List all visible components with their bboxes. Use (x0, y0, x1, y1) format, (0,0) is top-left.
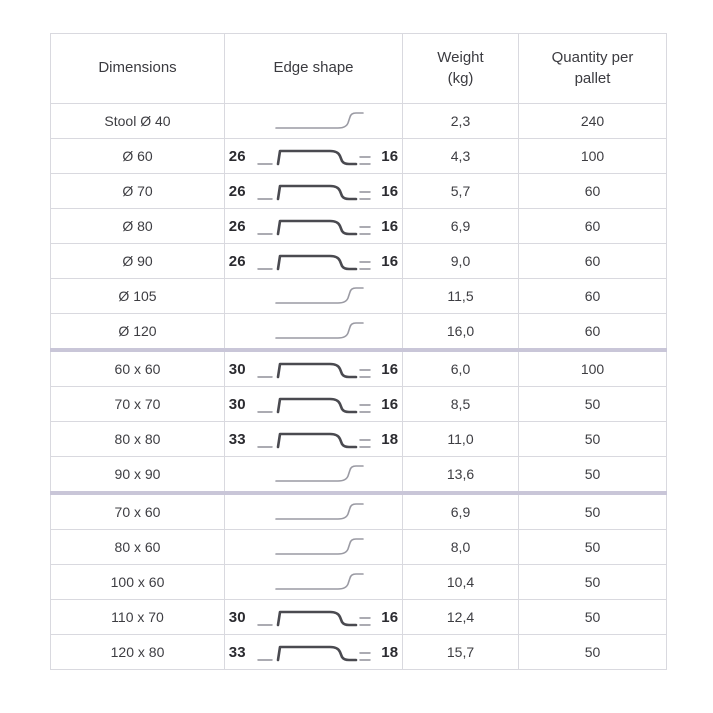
edge-left-dimension: 30 (228, 395, 246, 413)
edge-shape-diagram (225, 457, 402, 491)
edge-profile-icon (256, 178, 372, 204)
edge-profile-icon (264, 318, 364, 344)
cell-quantity: 50 (519, 635, 667, 670)
table-row (51, 104, 667, 139)
cell-quantity: 50 (519, 422, 667, 457)
edge-right-dimension: 18 (381, 430, 399, 448)
edge-left-dimension: 33 (228, 430, 246, 448)
table-row (51, 565, 667, 600)
cell-quantity: 60 (519, 244, 667, 279)
cell-dimensions: 110 x 70 (51, 600, 225, 635)
edge-shape-diagram (225, 209, 402, 243)
column-header-dimensions-label: Dimensions (98, 59, 177, 77)
cell-weight: 5,7 (403, 174, 519, 209)
cell-weight: 6,9 (403, 209, 519, 244)
cell-edge-shape (225, 209, 403, 244)
cell-weight: 6,9 (403, 493, 519, 530)
edge-left-dimension: 26 (228, 147, 246, 165)
product-specification-table (50, 33, 667, 670)
cell-dimensions: 70 x 60 (51, 493, 225, 530)
edge-right-dimension: 16 (381, 182, 399, 200)
cell-edge-shape (225, 350, 403, 387)
cell-dimensions: Ø 120 (51, 314, 225, 351)
table-body (51, 104, 667, 670)
cell-edge-shape (225, 422, 403, 457)
edge-profile-icon (256, 639, 372, 665)
cell-dimensions: Ø 70 (51, 174, 225, 209)
cell-quantity: 50 (519, 600, 667, 635)
cell-edge-shape (225, 600, 403, 635)
cell-weight: 16,0 (403, 314, 519, 351)
edge-shape-diagram (225, 314, 402, 348)
cell-weight: 8,0 (403, 530, 519, 565)
edge-shape-diagram (225, 530, 402, 564)
edge-shape-diagram (225, 422, 402, 456)
edge-profile-icon (256, 391, 372, 417)
cell-dimensions: 120 x 80 (51, 635, 225, 670)
edge-profile-icon (256, 213, 372, 239)
edge-profile-icon (264, 461, 364, 487)
table-row (51, 174, 667, 209)
cell-edge-shape (225, 139, 403, 174)
edge-right-dimension: 16 (381, 252, 399, 270)
column-header-quantity (519, 34, 667, 104)
column-header-quantity-sublabel: pallet (574, 69, 611, 87)
cell-edge-shape (225, 387, 403, 422)
cell-edge-shape (225, 104, 403, 139)
column-header-weight-label: Weight (437, 49, 484, 67)
edge-left-dimension: 30 (228, 360, 246, 378)
table-row (51, 209, 667, 244)
edge-right-dimension: 16 (381, 360, 399, 378)
cell-dimensions: Stool Ø 40 (51, 104, 225, 139)
cell-edge-shape (225, 279, 403, 314)
edge-shape-diagram (225, 244, 402, 278)
cell-dimensions: 90 x 90 (51, 457, 225, 494)
cell-weight: 9,0 (403, 244, 519, 279)
cell-edge-shape (225, 565, 403, 600)
table-row (51, 139, 667, 174)
column-header-quantity-label: Quantity per (551, 49, 634, 67)
edge-profile-icon (256, 248, 372, 274)
column-header-edge-shape-label: Edge shape (273, 59, 354, 77)
cell-weight: 13,6 (403, 457, 519, 494)
edge-profile-icon (264, 569, 364, 595)
cell-dimensions: 70 x 70 (51, 387, 225, 422)
cell-weight: 15,7 (403, 635, 519, 670)
edge-shape-diagram (225, 174, 402, 208)
edge-right-dimension: 16 (381, 147, 399, 165)
cell-edge-shape (225, 635, 403, 670)
cell-weight: 8,5 (403, 387, 519, 422)
edge-profile-icon (264, 283, 364, 309)
cell-weight: 11,0 (403, 422, 519, 457)
edge-left-dimension: 26 (228, 217, 246, 235)
edge-left-dimension: 33 (228, 643, 246, 661)
cell-dimensions: Ø 80 (51, 209, 225, 244)
column-header-dimensions (51, 34, 225, 104)
table-row (51, 387, 667, 422)
cell-dimensions: 80 x 60 (51, 530, 225, 565)
cell-edge-shape (225, 244, 403, 279)
edge-profile-icon (264, 534, 364, 560)
cell-weight: 12,4 (403, 600, 519, 635)
cell-dimensions: 60 x 60 (51, 350, 225, 387)
cell-dimensions: 100 x 60 (51, 565, 225, 600)
edge-profile-icon (264, 108, 364, 134)
edge-right-dimension: 18 (381, 643, 399, 661)
column-header-weight-unit: (kg) (447, 69, 474, 87)
column-header-weight (403, 34, 519, 104)
cell-quantity: 50 (519, 387, 667, 422)
edge-shape-diagram (225, 387, 402, 421)
table-row (51, 244, 667, 279)
table-header-row (51, 34, 667, 104)
cell-quantity: 240 (519, 104, 667, 139)
table-row (51, 279, 667, 314)
edge-shape-diagram (225, 279, 402, 313)
table-row (51, 422, 667, 457)
table-row (51, 635, 667, 670)
cell-edge-shape (225, 493, 403, 530)
edge-shape-diagram (225, 565, 402, 599)
cell-weight: 4,3 (403, 139, 519, 174)
cell-weight: 2,3 (403, 104, 519, 139)
cell-quantity: 50 (519, 493, 667, 530)
edge-shape-diagram (225, 635, 402, 669)
cell-quantity: 60 (519, 209, 667, 244)
edge-profile-icon (256, 356, 372, 382)
cell-dimensions: 80 x 80 (51, 422, 225, 457)
edge-shape-diagram (225, 139, 402, 173)
table-row (51, 457, 667, 494)
cell-weight: 6,0 (403, 350, 519, 387)
column-header-edge-shape (225, 34, 403, 104)
edge-left-dimension: 26 (228, 252, 246, 270)
table-row (51, 314, 667, 351)
cell-weight: 11,5 (403, 279, 519, 314)
cell-dimensions: Ø 105 (51, 279, 225, 314)
table-row (51, 493, 667, 530)
edge-profile-icon (256, 604, 372, 630)
table-row (51, 350, 667, 387)
cell-edge-shape (225, 314, 403, 351)
edge-right-dimension: 16 (381, 395, 399, 413)
cell-dimensions: Ø 90 (51, 244, 225, 279)
table-row (51, 530, 667, 565)
edge-left-dimension: 26 (228, 182, 246, 200)
cell-quantity: 50 (519, 530, 667, 565)
cell-quantity: 60 (519, 314, 667, 351)
cell-quantity: 100 (519, 139, 667, 174)
cell-quantity: 50 (519, 457, 667, 494)
cell-edge-shape (225, 174, 403, 209)
cell-dimensions: Ø 60 (51, 139, 225, 174)
cell-quantity: 100 (519, 350, 667, 387)
cell-edge-shape (225, 530, 403, 565)
edge-left-dimension: 30 (228, 608, 246, 626)
edge-profile-icon (256, 426, 372, 452)
edge-profile-icon (256, 143, 372, 169)
edge-profile-icon (264, 499, 364, 525)
cell-weight: 10,4 (403, 565, 519, 600)
cell-quantity: 60 (519, 279, 667, 314)
cell-quantity: 60 (519, 174, 667, 209)
edge-shape-diagram (225, 495, 402, 529)
edge-shape-diagram (225, 600, 402, 634)
cell-edge-shape (225, 457, 403, 494)
edge-shape-diagram (225, 352, 402, 386)
cell-quantity: 50 (519, 565, 667, 600)
edge-right-dimension: 16 (381, 608, 399, 626)
table-header (51, 34, 667, 104)
edge-shape-diagram (225, 104, 402, 138)
table-row (51, 600, 667, 635)
edge-right-dimension: 16 (381, 217, 399, 235)
